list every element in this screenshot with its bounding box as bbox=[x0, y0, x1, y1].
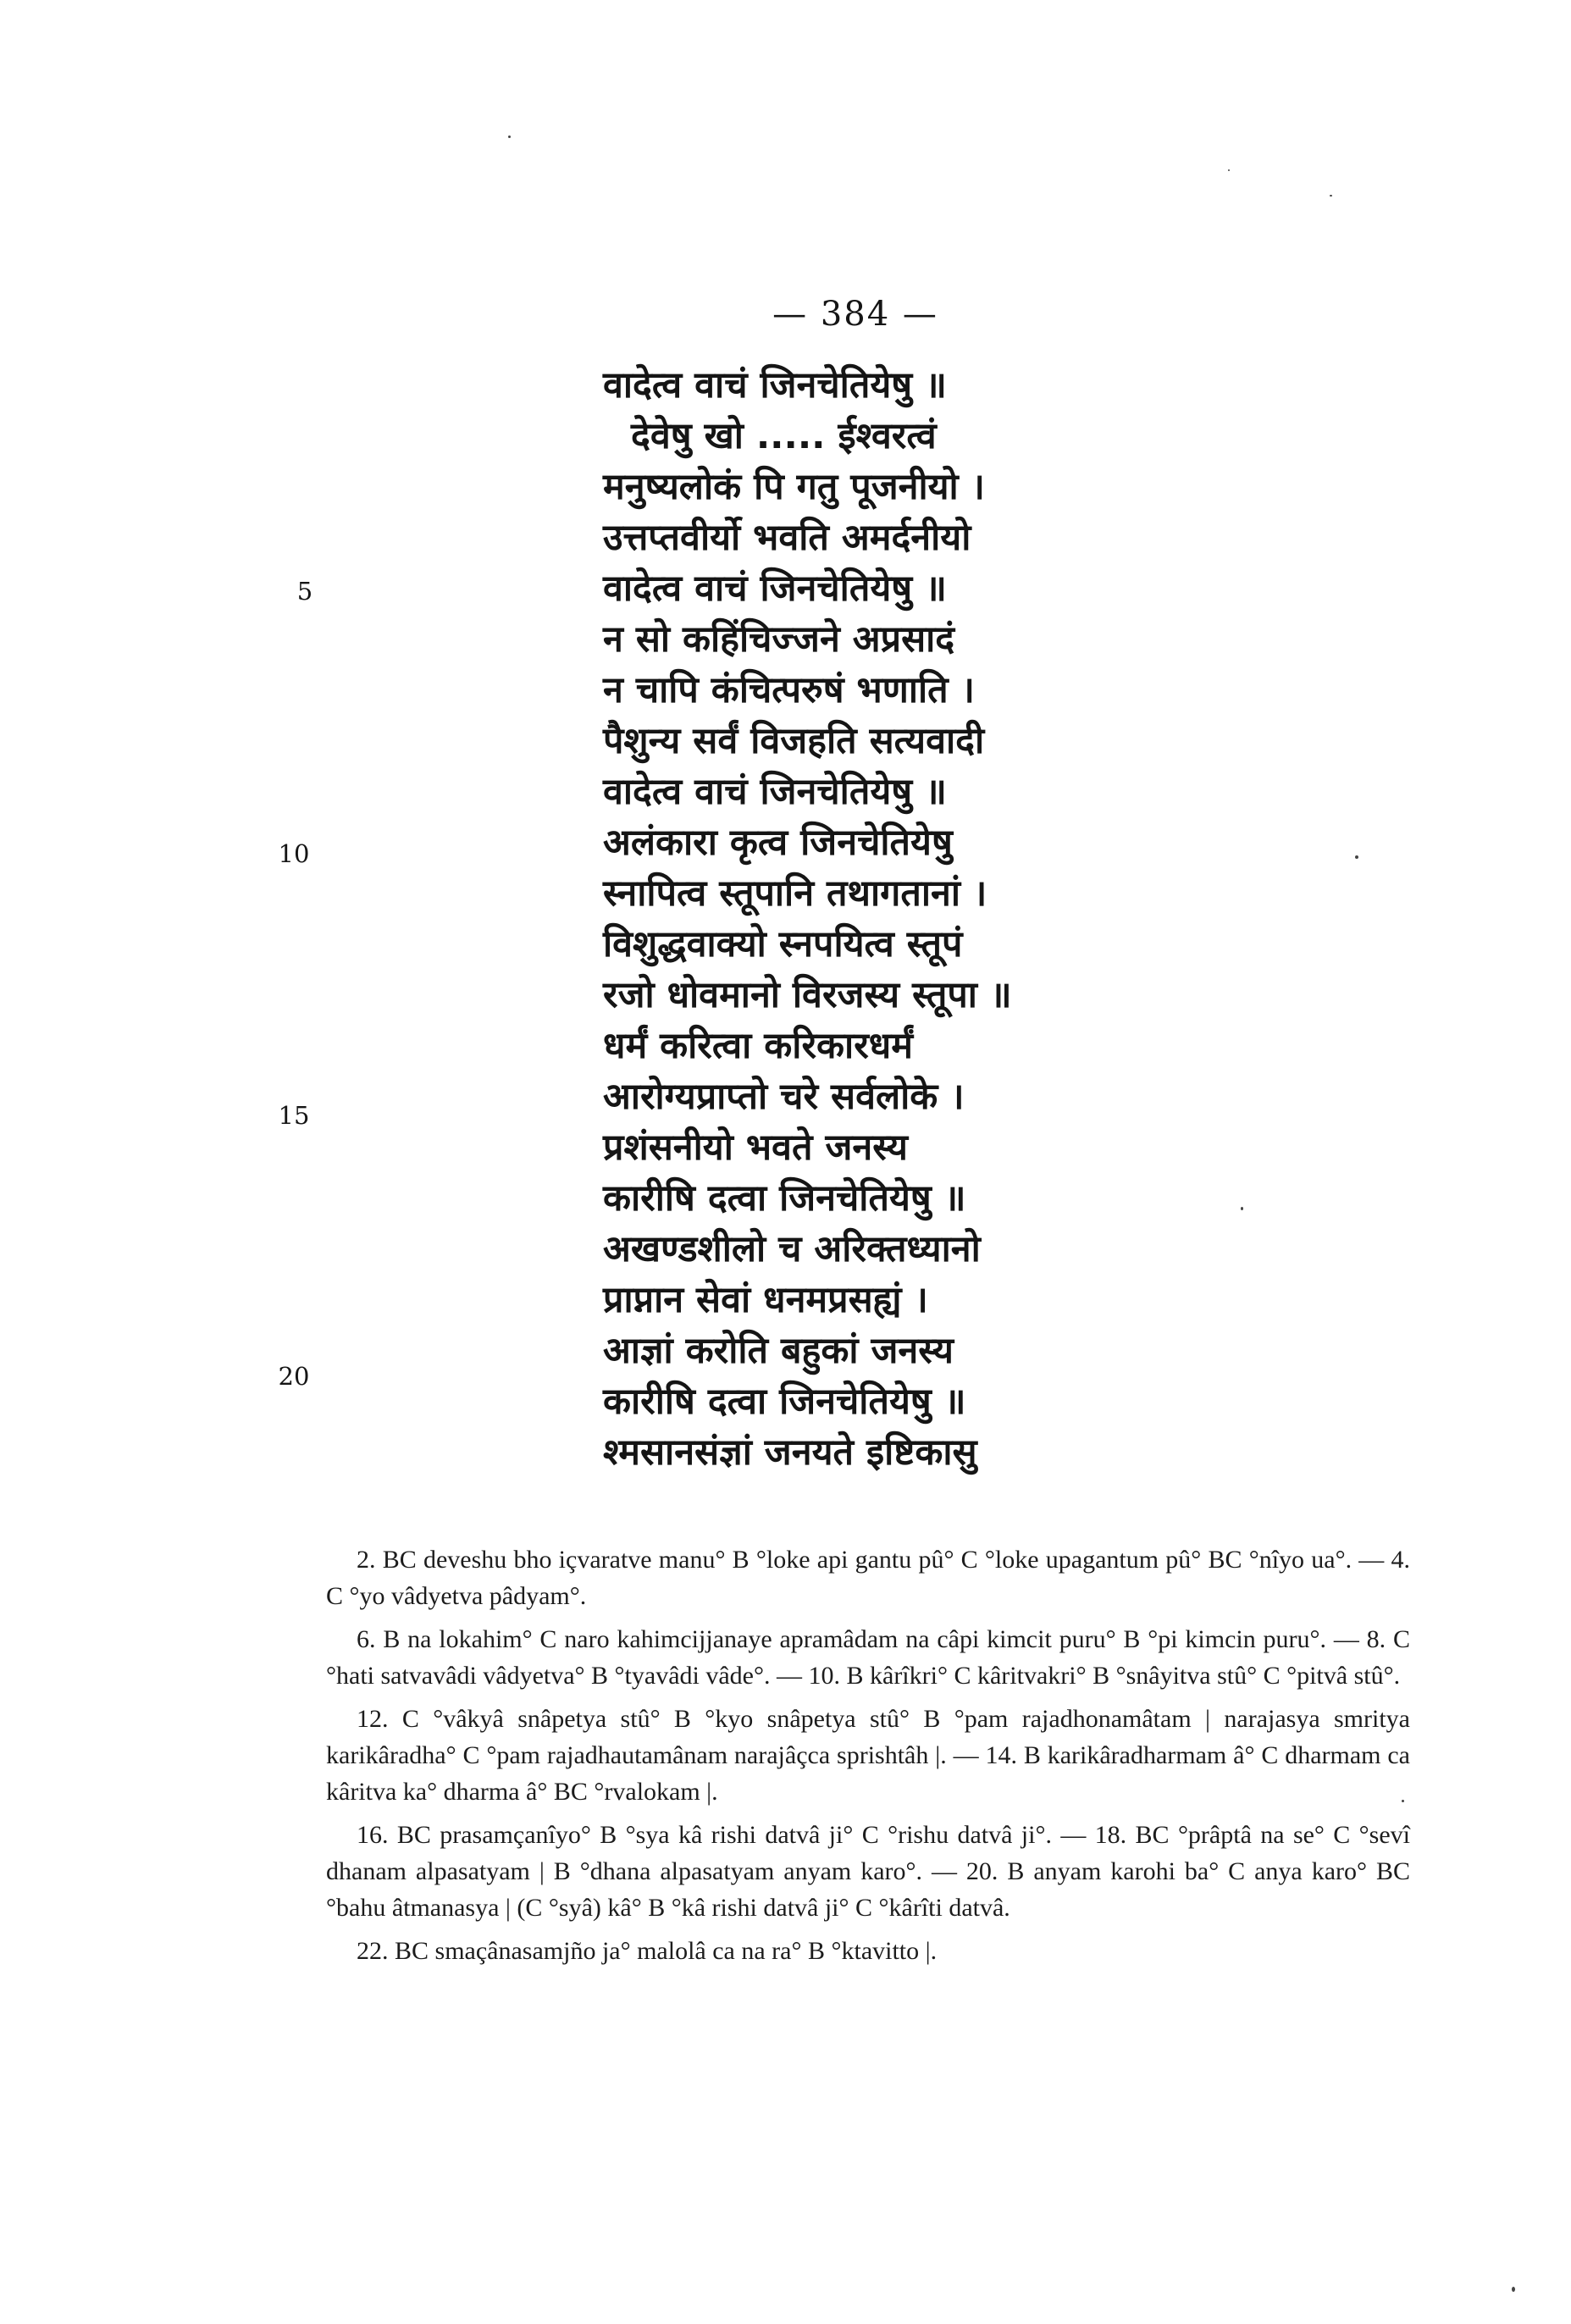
verse-line: विशुद्धवाक्यो स्नपयित्व स्तूपं bbox=[603, 923, 963, 966]
verse-line: प्राप्नान सेवां धनमप्रसह्यं । bbox=[603, 1279, 928, 1321]
line-number: 5 bbox=[296, 577, 313, 606]
scan-speck bbox=[1330, 195, 1332, 196]
verse-line: प्रशंसनीयो भवते जनस्य bbox=[603, 1126, 908, 1169]
verse-line: कारीषि दत्वा जिनचेतियेषु ॥ bbox=[603, 1381, 966, 1423]
scan-speck bbox=[1241, 1207, 1243, 1210]
scan-speck bbox=[1512, 2287, 1515, 2292]
verse-line: श्मसानसंज्ञां जनयते इष्टिकासु bbox=[603, 1431, 977, 1474]
verse-line: वादेत्व वाचं जिनचेतियेषु ॥ bbox=[603, 567, 947, 610]
verse-line: रजो धोवमानो विरजस्य स्तूपा ॥ bbox=[603, 974, 1012, 1016]
verse-line: आज्ञां करोति बहुकां जनस्य bbox=[603, 1330, 954, 1372]
verse-line: अलंकारा कृत्व जिनचेतियेषु bbox=[603, 822, 953, 864]
footnote: 16. BC prasamçanîyo° B °sya kâ rishi datvâ ji° C °rishu datvâ ji°. — 18. BC °prâptâ na se° C °sevî dhanam alpasatyam | B °dhana alpasatyam anyam karo°. — 20. B anyam karohi ba° C anya karo° BC °bahu âtmanasya | (C °syâ) kâ° B °kâ rishi datvâ ji° C °kârîti datvâ. bbox=[326, 1821, 1410, 1922]
verse-line: मनुष्यलोकं पि गतु पूजनीयो । bbox=[603, 466, 985, 508]
verse-line: वादेत्व वाचं जिनचेतियेषु ॥ bbox=[603, 364, 947, 407]
verse-line: धर्मं करित्वा करिकारधर्मं bbox=[603, 1025, 913, 1067]
verse-line: कारीषि दत्वा जिनचेतियेषु ॥ bbox=[603, 1177, 966, 1220]
verse-line: उत्तप्तवीर्यो भवति अमर्दनीयो bbox=[603, 517, 971, 559]
scan-speck bbox=[1228, 169, 1230, 171]
scan-speck bbox=[508, 136, 511, 138]
verse-line: आरोग्यप्राप्तो चरे सर्वलोके । bbox=[603, 1076, 965, 1118]
verse-line: पैशुन्य सर्वं विजहति सत्यवादी bbox=[603, 720, 985, 762]
line-number: 20 bbox=[278, 1362, 310, 1391]
line-number: 10 bbox=[278, 839, 310, 868]
footnote: 22. BC smaçânasamjño ja° malolâ ca na ra° B °ktavitto |. bbox=[357, 1937, 938, 1965]
verse-line: वादेत्व वाचं जिनचेतियेषु ॥ bbox=[603, 771, 947, 813]
footnote: 12. C °vâkyâ snâpetya stû° B °kyo snâpetya stû° B °pam rajadhonamâtam | narajasya smritya karikâradha° C °pam rajadhautamânam narajâçca sprishtâh |. — 14. B karikâradharmam â° C dharmam ca kâritva ka° dharma â° BC °rvalokam |. bbox=[326, 1705, 1410, 1806]
verse-line: अखण्डशीलो च अरिक्तध्यानो bbox=[603, 1228, 981, 1270]
footnote: 6. B na lokahim° C naro kahimcijjanaye apramâdam na câpi kimcit puru° B °pi kimcin puru°. — 8. C °hati satvavâdi vâdyetva° B °tyavâdi vâde°. — 10. B kârîkri° C kâritvakri° B °snâyitva stû° C °pitvâ stû°. bbox=[326, 1625, 1410, 1690]
verse-line: देवेषु खो ..... ईश्वरत्वं bbox=[631, 415, 937, 457]
scan-speck bbox=[1355, 855, 1358, 859]
footnote: 2. BC deveshu bho içvaratve manu° B °loke api gantu pû° C °loke upagantum pû° BC °nîyo ua°. — 4. C °yo vâdyetva pâdyam°. bbox=[326, 1546, 1410, 1610]
line-number: 15 bbox=[278, 1101, 310, 1130]
verse-line: न चापि कंचित्परुषं भणाति । bbox=[603, 669, 975, 711]
verse-line: न सो कहिंचिज्जने अप्रसादं bbox=[603, 618, 955, 661]
page-number: — 384 — bbox=[772, 295, 938, 334]
verse-line: स्नापित्व स्तूपानि तथागतानां । bbox=[603, 872, 987, 915]
footnotes bbox=[326, 1541, 1410, 1976]
